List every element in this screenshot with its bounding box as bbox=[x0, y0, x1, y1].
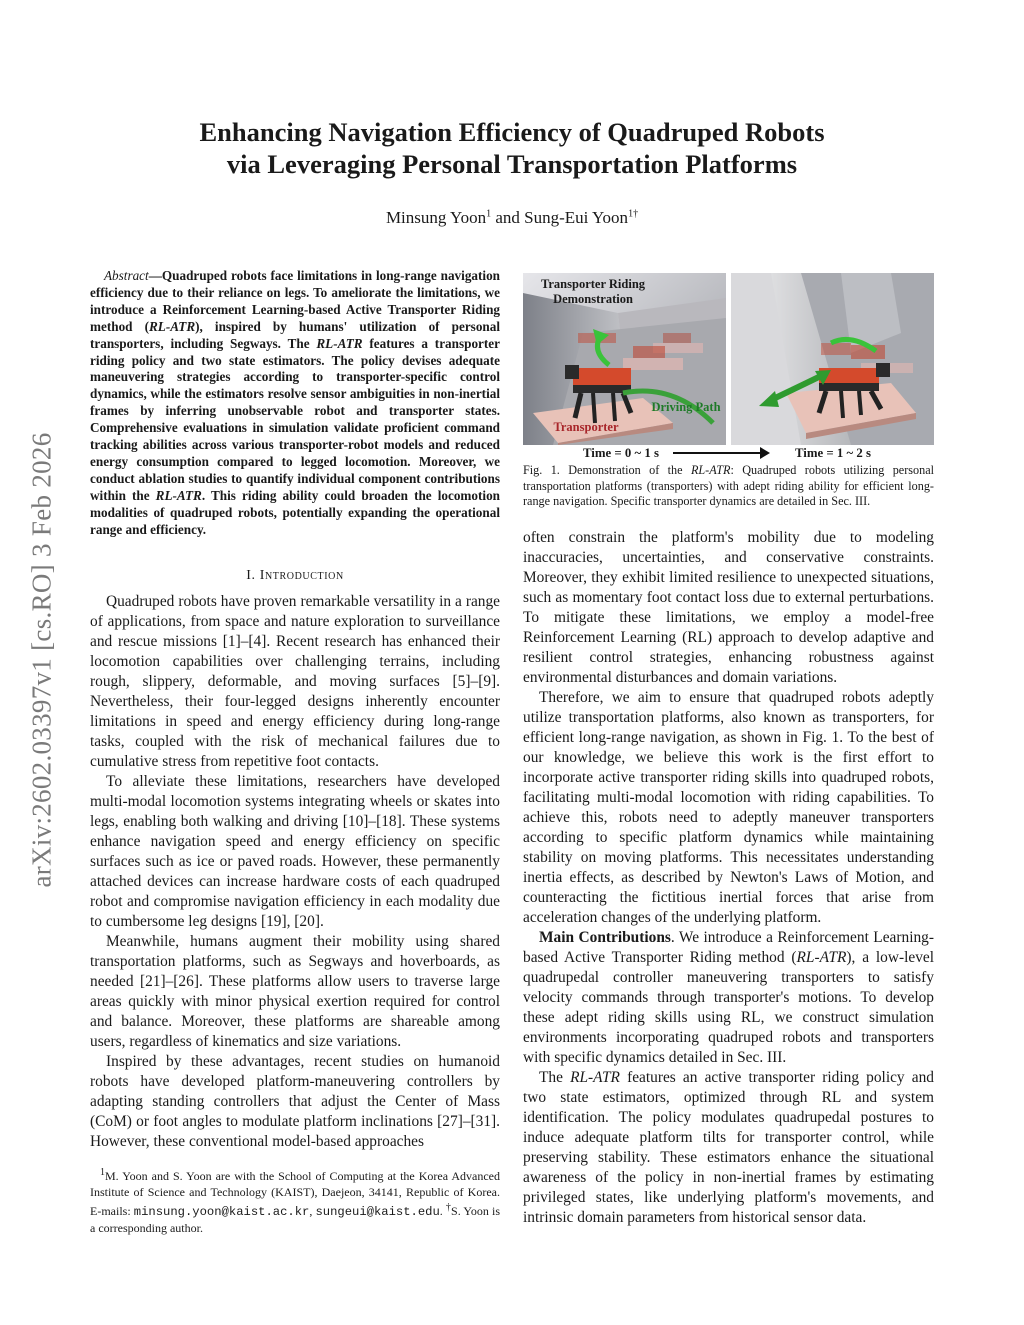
method-name: RL-ATR bbox=[796, 949, 847, 966]
section-number: I. bbox=[246, 568, 256, 583]
method-name: RL-ATR bbox=[570, 1069, 620, 1086]
contributions-heading: Main Contributions bbox=[539, 929, 671, 946]
caption-text: : Quadruped robots utilizing personal transportation platforms (transporters) with adept riding ability for efficient long-range navigation. Specific transporter dynamics are detailed in Sec. III. bbox=[523, 463, 934, 508]
title-line-2: via Leveraging Personal Transportation Platforms bbox=[226, 149, 798, 179]
paragraph-text: The bbox=[539, 1069, 571, 1086]
author-1-affil: 1 bbox=[486, 208, 492, 220]
arxiv-stamp bbox=[14, 360, 70, 960]
abstract-text-3: features a transporter riding policy and two state estimators. The policy devises adequate maneuvering strategies according to transporter-specific control dynamics, while the estimators resolve sensor ambiguities in non-inertial frames by inferring unobservable robot and transporter states. Comprehensive evaluations in simulation validate proficient command tracking abilities across various transporter-robot models and reduced energy consumption compared to legged locomotion. Moreover, we conduct ablation studies to quantify individual component contributions within the bbox=[90, 335, 500, 503]
section-heading bbox=[90, 568, 500, 584]
paragraph bbox=[523, 1068, 934, 1228]
paragraph: Meanwhile, humans augment their mobility using shared transportation platforms, such as Segways and hoverboards, as needed [21]–[26]. These platforms allow users to traverse large areas quickly with minor physical exertion required for control and balance. Moreover, these platforms are shareable among users, regardless of kinematics and size variations. bbox=[90, 933, 500, 1050]
footnote bbox=[90, 1165, 500, 1236]
abstract-dash: — bbox=[148, 268, 162, 283]
email-link[interactable]: sungeui@kaist.edu bbox=[315, 1205, 440, 1220]
author-1: Minsung Yoon bbox=[385, 208, 487, 227]
author-2-affil: 1† bbox=[628, 208, 639, 220]
paragraph: often constrain the platform's mobility due to modeling inaccuracies, uncertainties, and conservative constraints. Moreover, they exhibit limited resilience to unexpected situations, such as momentary foot contact loss due to external perturbations. To mitigate these limitations, we employ a model-free Reinforcement Learning (RL) approach to develop adaptive and resilient control strategies, enhancing robustness against environmental disturbances and domain variations. bbox=[523, 529, 934, 686]
caption-text: Fig. 1. Demonstration of the bbox=[523, 463, 691, 477]
figure-label-transporter: Transporter bbox=[553, 420, 619, 434]
left-column-body bbox=[90, 592, 500, 1152]
paragraph-text: ), a low-level quadrupedal controller maneuvering transporters to satisfy velocity commands through transporter's motions. To develop these adept riding skills using RL, we construct simulation environments incorporating quadruped robots and transporters with specific dynamics detailed in Sec. III. bbox=[523, 949, 935, 1066]
method-name: RL-ATR bbox=[316, 335, 363, 351]
paragraph-text: . We introduce a Reinforcement Learning-based Active Transporter Riding method ( bbox=[523, 929, 934, 966]
figure-label-demo: Transporter Riding Demonstration bbox=[540, 277, 646, 306]
paragraph: To alleviate these limitations, researchers have developed multi-modal locomotion systems integrating wheels or skates into legs, enabling both walking and driving [10]–[18]. These systems enhance navigation speed and energy efficiency on specific surfaces such as ice or paved roads. However, these permanently attached devices can increase hardware costs of each quadruped robot and compromise navigation efficiency in each modality due to cumbersome leg designs [19], [20]. bbox=[90, 773, 500, 930]
figure-time-axis bbox=[523, 446, 934, 462]
figure-panel-left bbox=[523, 273, 726, 445]
author-and: and bbox=[491, 208, 525, 227]
dagger-mark: † bbox=[445, 1202, 452, 1214]
figure-1 bbox=[523, 273, 934, 445]
method-name: RL-ATR bbox=[155, 487, 202, 503]
author-2: Sung-Eui Yoon bbox=[524, 208, 629, 227]
author-list bbox=[100, 208, 924, 228]
figure-panel-right bbox=[731, 273, 934, 445]
arrow-right-icon bbox=[673, 452, 768, 454]
abstract-text-1: Quadruped robots face limitations in long-range navigation efficiency due to their reliance on legs. To ameliorate the limitations, we introduce a Reinforcement Learning-based Active Transporter Riding method ( bbox=[90, 268, 500, 334]
footnote-text: . bbox=[439, 1204, 446, 1219]
section-title: Introduction bbox=[259, 568, 344, 583]
method-name: RL-ATR bbox=[690, 463, 731, 477]
email-link[interactable]: minsung.yoon@kaist.ac.kr bbox=[133, 1205, 310, 1220]
arxiv-id: arXiv:2602.03397v1 [cs.RO] 3 Feb 2026 bbox=[26, 432, 57, 888]
footnote-text: M. Yoon and S. Yoon are with the School of Computing at the Korea Advanced Institute of Science and Technology (KAIST), Daejeon, 34141, Republic of Korea. E-mails: bbox=[90, 1169, 500, 1219]
paragraph: Therefore, we aim to ensure that quadruped robots adeptly utilize transportation platforms, also known as transporters, for efficient long-range navigation, as shown in Fig. 1. To the best of our knowledge, we believe this work is the first effort to incorporate active transporter riding skills into quadruped robots, facilitating multi-modal locomotion with riding capabilities. To achieve this, robots need to adeptly maneuver transporters according to specific platform dynamics while maintaining stability on moving platforms. This necessitates understanding inertia effects, as described by Newton's Laws of Motion, and counteracting the fictitious inertial forces that arise from acceleration changes of the underlying platform. bbox=[523, 689, 934, 926]
paragraph-text: features an active transporter riding policy and two state estimators, optimized through RL and system identification. The policy modulates quadrupedal postures to induce adequate platform tilts for transporter control, while preserving stability. These estimators enhance the situational awareness of the policy in non-inertial frames by estimating privileged states, like underlying platform's movements, and intrinsic domain parameters from historical sensor data. bbox=[523, 1069, 934, 1226]
paragraph: Inspired by these advantages, recent studies on humanoid robots have developed platform-maneuvering controllers by adapting standing controllers that adjust the Center of Mass (CoM) or foot angles to modulate platform inclinations [27]–[31]. However, these conventional model-based approaches bbox=[90, 1053, 500, 1150]
abstract bbox=[90, 268, 500, 539]
title-line-1: Enhancing Navigation Efficiency of Quadruped Robots bbox=[199, 117, 825, 147]
time-label-2: Time = 1 ~ 2 s bbox=[795, 446, 871, 460]
figure-caption bbox=[523, 463, 934, 510]
paper-title bbox=[100, 116, 924, 180]
abstract-text-4: . This riding ability could broaden the locomotion modalities of quadruped robots, potentially expanding the operational range and efficiency. bbox=[90, 487, 500, 537]
simulation-render-right bbox=[731, 273, 934, 445]
paragraph: Quadruped robots have proven remarkable versatility in a range of applications, from space and nature exploration to surveillance and rescue missions [1]–[4]. Recent research has enhanced their locomotion capabilities over challenging terrains, including rough, slippery, deformable, and moving surfaces [5]–[9]. Nevertheless, their four-legged designs inherently encounter limitations in speed and energy efficiency during long-range tasks, coupled with the risk of mechanical failures due to cumulative stress from repetitive foot contacts. bbox=[90, 593, 500, 770]
time-label-1: Time = 0 ~ 1 s bbox=[583, 446, 659, 460]
abstract-label: Abstract bbox=[104, 268, 149, 283]
paragraph-contributions bbox=[523, 928, 934, 1068]
footnote-comma: , bbox=[309, 1204, 313, 1219]
method-name: RL-ATR bbox=[148, 318, 196, 334]
right-column-body bbox=[523, 528, 934, 1228]
figure-label-driving-path: Driving Path bbox=[651, 400, 721, 414]
abstract-text-2: ), inspired by humans' utilization of personal transporters, including Segways. The bbox=[90, 318, 500, 351]
footnote-mark: 1 bbox=[100, 1167, 105, 1178]
footnote-text: S. Yoon is a corresponding author. bbox=[90, 1204, 500, 1235]
